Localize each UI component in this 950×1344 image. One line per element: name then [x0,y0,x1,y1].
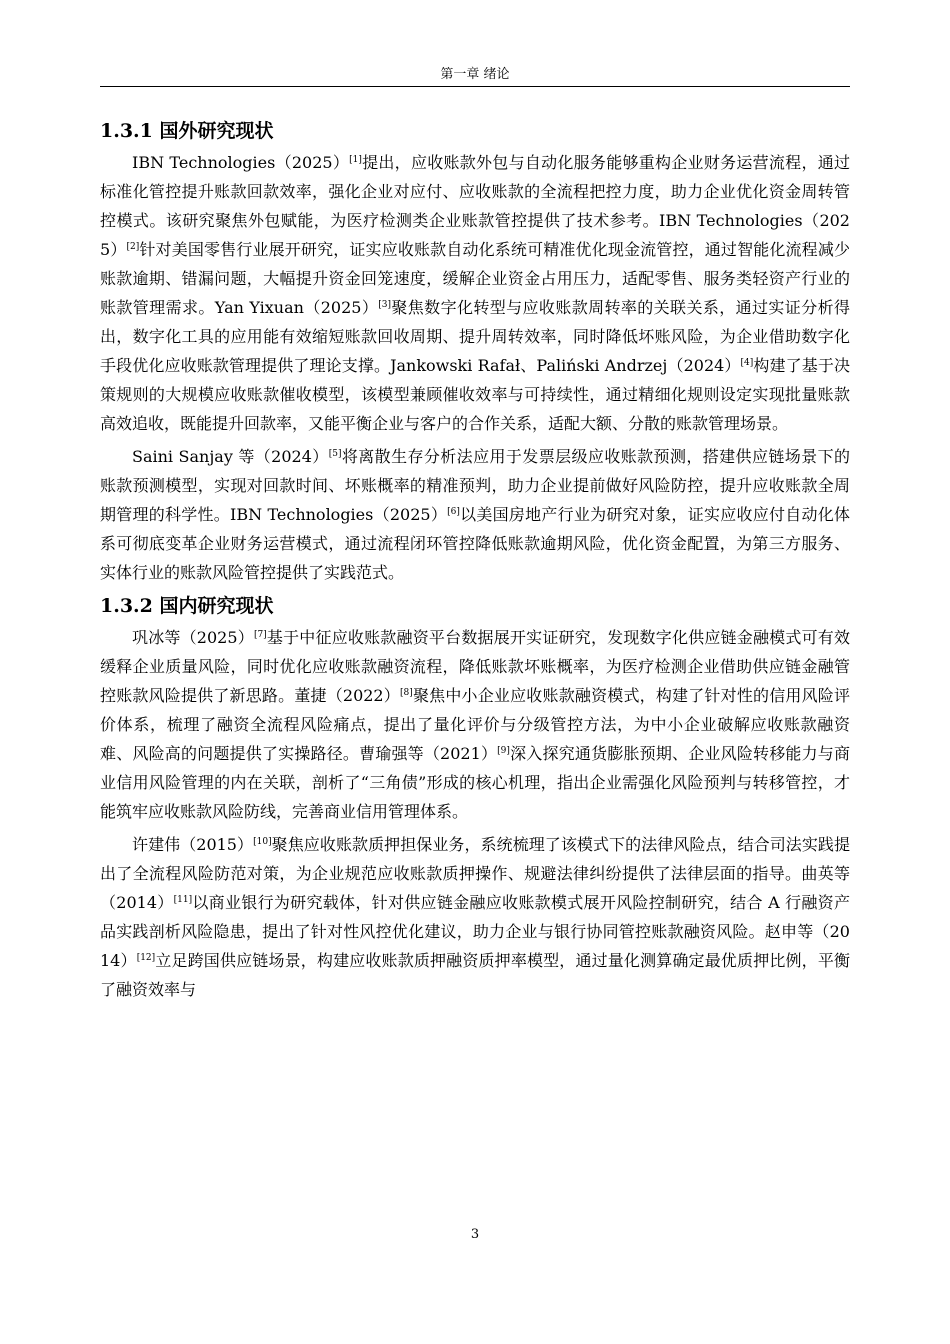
paragraph-text: 提出，应收账款外包与自动化服务能够重构企业财务运营流程，通过标准化管控提升账款回款效率，强化企业对应付、应收账款的全流程把控力度，助力企业优化资金周转管控模式。该研究聚焦外包赋能，为医疗检测类企业账款管控提供了技术参考。IBN Technologies（2025） [100,153,850,259]
citation-marker: [7] [253,630,267,640]
paragraph-text: 针对美国零售行业展开研究，证实应收账款自动化系统可精准优化现金流管控，通过智能化流程减少账款逾期、错漏问题，大幅提升资金回笼速度，缓解企业资金占用压力，适配零售、服务类轻资产行业的账款管理需求。Yan Yixuan（2025） [100,240,850,317]
citation-marker: [5] [328,449,342,459]
citation-marker: [3] [378,300,391,310]
citation-marker: [9] [497,746,510,756]
citation-marker: [11] [173,895,193,905]
citation-marker: [6] [447,507,460,517]
paragraph-text: 以美国房地产行业为研究对象，证实应收应付自动化体系可彻底变革企业财务运营模式，通过流程闭环管控降低账款逾期风险，优化资金配置，为第三方服务、实体行业的账款风险管控提供了实践范式。 [100,505,850,582]
header-rule [100,86,850,87]
citation-marker: [2] [126,242,140,252]
body-paragraph [100,148,850,438]
paragraph-text: 聚焦中小企业应收账款融资模式，构建了针对性的信用风险评价体系，梳理了融资全流程风险痛点，提出了量化评价与分级管控方法，为中小企业破解应收账款融资难、风险高的问题提供了实操路径。曹瑜强等（2021） [100,686,850,763]
paragraph-text: 聚焦应收账款质押担保业务，系统梳理了该模式下的法律风险点，结合司法实践提出了全流程风险防范对策，为企业规范应收账款质押操作、规避法律纠纷提供了法律层面的指导。曲英等（2014） [100,835,850,912]
paragraph-text: 巩冰等（2025） [132,628,254,647]
body-paragraph [100,830,850,1004]
paragraph-text: 构建了基于决策规则的大规模应收账款催收模型，该模型兼顾催收效率与可持续性，通过精细化规则设定实现批量账款高效追收，既能提升回款率，又能平衡企业与客户的合作关系，适配大额、分散的账款管理场景。 [100,356,850,433]
paragraph-text: 深入探究通货膨胀预期、企业风险转移能力与商业信用风险管理的内在关联，剖析了“三角债”形成的核心机理，指出企业需强化风险预判与转移管控，才能筑牢应收账款风险防线，完善商业信用管理体系。 [100,744,850,821]
paragraph-text: 立足跨国供应链场景，构建应收账款质押融资质押率模型，通过量化测算确定最优质押比例，平衡了融资效率与 [100,951,850,999]
citation-marker: [8] [400,688,413,698]
paragraph-text: 将离散生存分析法应用于发票层级应收账款预测，搭建供应链场景下的账款预测模型，实现对回款时间、坏账概率的精准预判，助力企业提前做好风险防控，提升应收账款全周期管理的科学性。IBN Technologies（2025） [100,447,850,524]
citation-marker: [4] [740,358,754,368]
running-header: 第一章 绪论 [440,67,510,82]
citation-marker: [10] [253,837,272,847]
body-paragraph [100,442,850,587]
paragraph-text: 许建伟（2015） [132,835,254,854]
body-paragraph [100,623,850,826]
page-body [100,114,850,1004]
paragraph-text: 以商业银行为研究载体，针对供应链金融应收账款模式展开风险控制研究，结合 A 行融资产品实践剖析风险隐患，提出了针对性风控优化建议，助力企业与银行协同管控账款融资风险。赵申等（2014） [100,893,850,970]
paragraph-text: IBN Technologies（2025） [132,153,350,172]
section-heading: 1.3.2 国内研究现状 [100,595,274,617]
page-number: 3 [470,1227,480,1242]
paragraph-text: Saini Sanjay 等（2024） [132,447,329,466]
citation-marker: [1] [349,155,362,165]
paragraph-text: 聚焦数字化转型与应收账款周转率的关联关系，通过实证分析得出，数字化工具的应用能有效缩短账款回收周期、提升周转效率，同时降低坏账风险，为企业借助数字化手段优化应收账款管理提供了理论支撑。Jankowski Rafał、Paliński Andrzej（2024） [100,298,850,375]
paragraph-text: 基于中征应收账款融资平台数据展开实证研究，发现数字化供应链金融模式可有效缓释企业质量风险，同时优化应收账款融资流程，降低账款坏账概率，为医疗检测企业借助供应链金融管控账款风险提供了新思路。董捷（2022） [100,628,850,705]
section-heading: 1.3.1 国外研究现状 [100,120,274,142]
citation-marker: [12] [136,953,156,963]
